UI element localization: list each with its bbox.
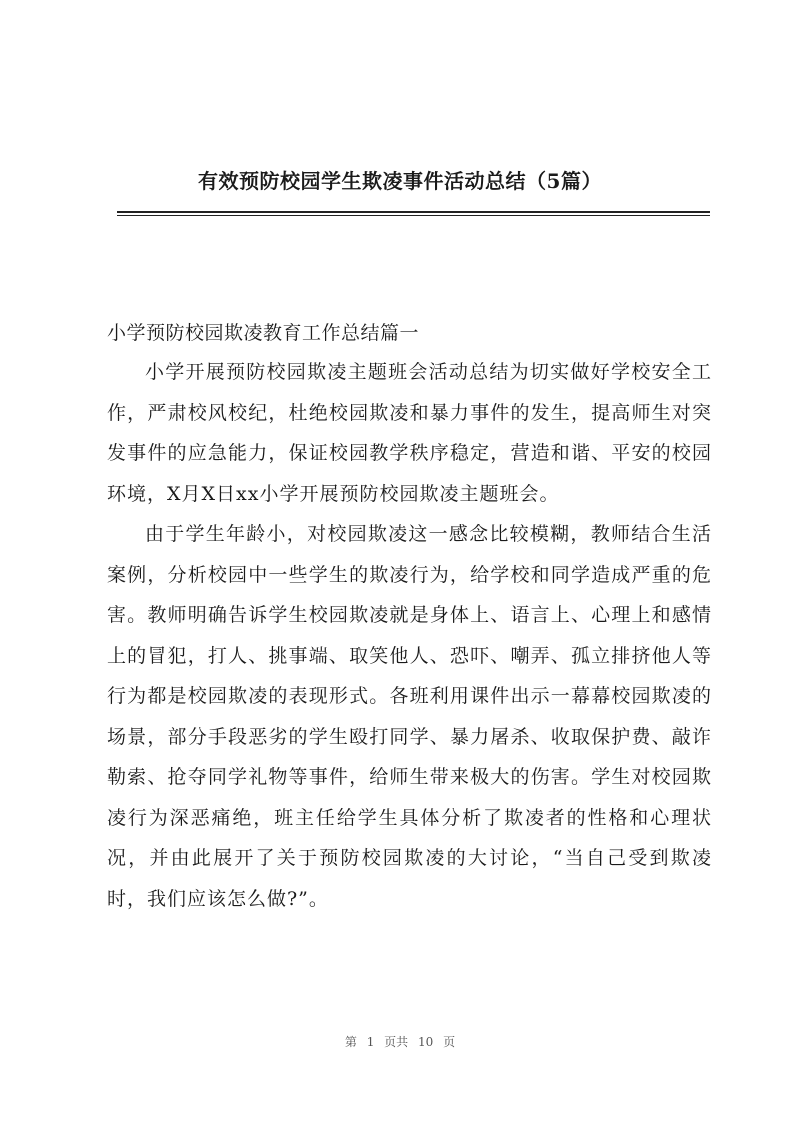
paragraph: 由于学生年龄小，对校园欺凌这一感念比较模糊，教师结合生活案例，分析校园中一些学生的欺凌行为，给学校和同学造成严重的危害。教师明确告诉学生校园欺凌就是身体上、语言上、心理上和感情上的冒犯，打人、挑事端、取笑他人、恐吓、嘲弄、孤立排挤他人等行为都是校园欺凌的表现形式。各班利用课件出示一幕幕校园欺凌的场景，部分手段恶劣的学生殴打同学、暴力屠杀、收取保护费、敲诈勒索、抢夺同学礼物等事件，给师生带来极大的伤害。学生对校园欺凌行为深恶痛绝，班主任给学生具体分析了欺凌者的性格和心理状况，并由此展开了关于预防校园欺凌的大讨论，“当自己受到欺凌时，我们应该怎么做?”。 <box>107 523 712 910</box>
paragraph: 小学开展预防校园欺凌主题班会活动总结为切实做好学校安全工作，严肃校风校纪，杜绝校园欺凌和暴力事件的发生，提高师生对突发事件的应急能力，保证校园教学秩序稳定，营造和谐、平安的校园环境，X月X日xx小学开展预防校园欺凌主题班会。 <box>107 361 712 505</box>
title-divider <box>117 211 710 216</box>
page-footer: 第 1 页共 10 页 <box>344 1035 456 1049</box>
section-heading: 小学预防校园欺凌教育工作总结篇一 <box>107 322 420 344</box>
page-title: 有效预防校园学生欺凌事件活动总结（5篇） <box>198 169 602 193</box>
document-body <box>107 352 712 919</box>
